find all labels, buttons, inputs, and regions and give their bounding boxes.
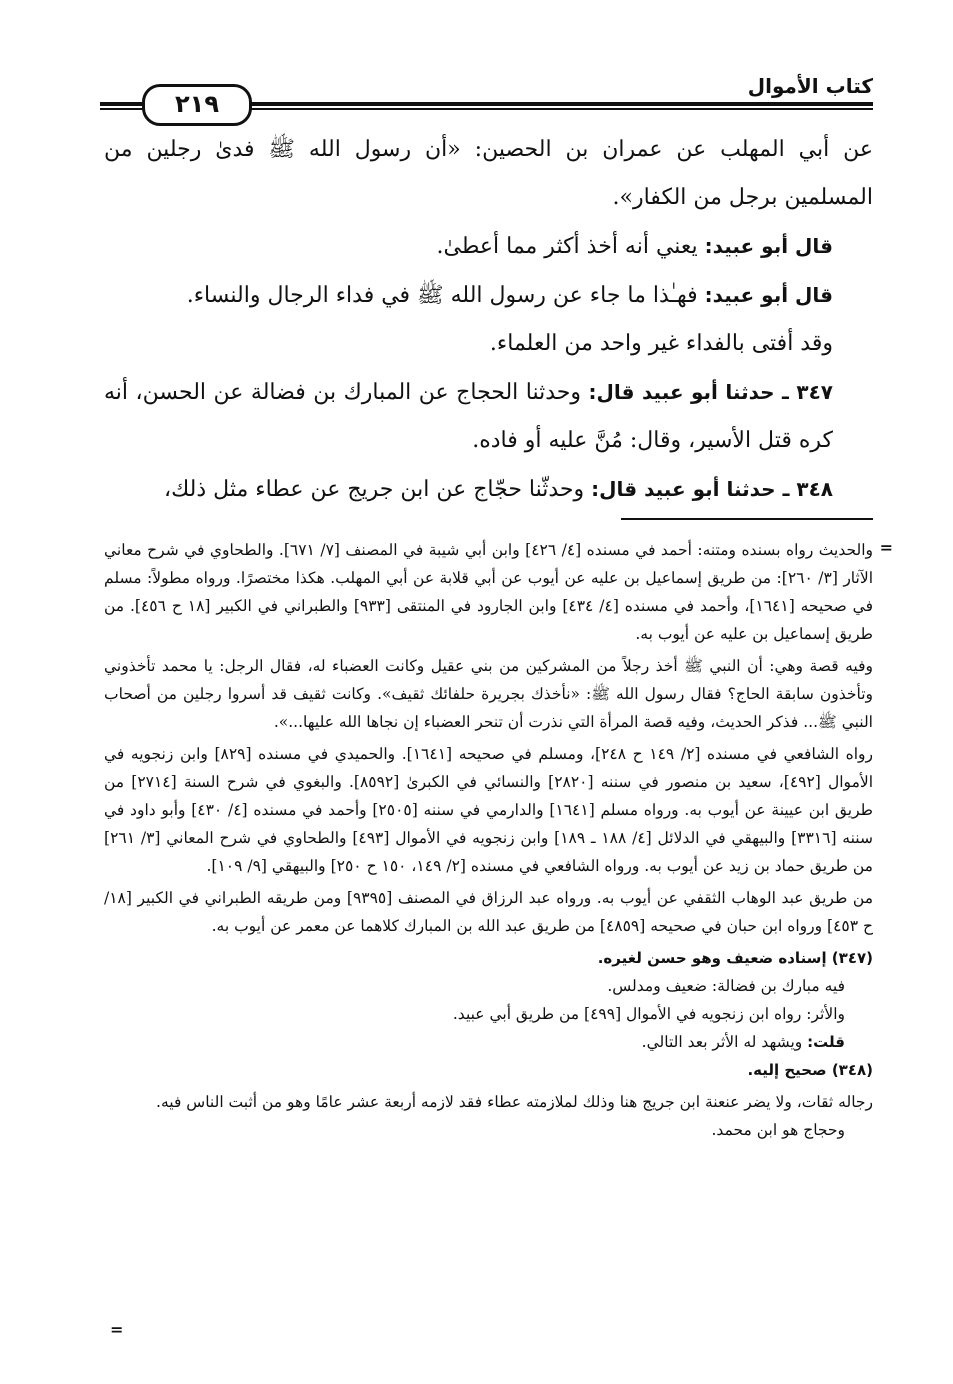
paragraph-text: وحدثنا الحجاج عن المبارك بن فضالة عن الحسن، أنه كره قتل الأسير، وقال: مُنَّ عليه أو فاده. [104, 380, 833, 453]
footnote-heading-348: (٣٤٨) صحيح إليه. [747, 1061, 873, 1079]
hadith-number-label: ٣٤٨ ـ حدثنا أبو عبيد قال: [591, 477, 833, 501]
page-number: ٢١٩ [142, 84, 252, 126]
main-paragraph-1: عن أبي المهلب عن عمران بن الحصين: «أن رسول الله ﷺ فدىٰ رجلين من المسلمين برجل من الكفار». [104, 137, 873, 210]
main-paragraph-4: وقد أفتى بالفداء غير واحد من العلماء. [489, 331, 833, 356]
footnote-paragraph: والحديث رواه بسنده ومتنه: أحمد في مسنده [٤/ ٤٢٦] وابن أبي شيبة في المصنف [٧/ ٦٧١]. والطحاوي في شرح معاني الآثار [٣/ ٢٦٠]: من طريق إسماعيل بن عليه عن أيوب عن أبي قلابة عن أبي المهلب. هكذا مختصرًا. ورواه مطولاً: مسلم في صحيحه [١٦٤١]، وأحمد في مسنده [٤/ ٤٣٤] وابن الجارود في المنتقى [٩٣٣] والطبراني في الكبير [١٨ ح ٤٥٦]. من طريق إسماعيل بن عليه عن أيوب به. [104, 541, 874, 643]
book-title: كتاب الأموال [747, 74, 873, 98]
footnote-paragraph: فيه مبارك بن فضالة: ضعيف ومدلس. [607, 977, 845, 995]
page-header [100, 66, 873, 126]
footnote-paragraph: رواه الشافعي في مسنده [٢/ ١٤٩ ح ٢٤٨]، ومسلم في صحيحه [١٦٤١]. والحميدي في مسنده [٨٢٩] وابن زنجويه في الأموال [٤٩٢]، سعيد بن منصور في سننه [٢٨٢٠] والنسائي في الكبرىٰ [٨٥٩٢]. والبغوي في شرح السنة [٢٧١٤] من طريق ابن عيينة عن أيوب به. ورواه مسلم [١٦٤١] والدارمي في سننه [٢٥٠٥] وأحمد في مسنده [٤/ ٤٣٠] وأبو داود في سننه [٣٣١٦] والبيهقي في الدلائل [٤/ ١٨٨ ـ ١٨٩] وابن زنجويه في الأموال [٤٩٣] والطحاوي في شرح المعاني [٣/ ٢٦١] من طريق حماد بن زيد عن أيوب به. ورواه الشافعي في مسنده [٢/ ١٤٩، ١٥٠ ح ٢٥٠] والبيهقي [٩/ ١٠٩]. [104, 745, 874, 875]
footnote-paragraph: قلت: ويشهد له الأثر بعد التالي. [641, 1033, 845, 1051]
hadith-348 [104, 465, 873, 514]
paragraph-text: فهـٰذا ما جاء عن رسول الله ﷺ في فداء الرجال والنساء. [186, 283, 705, 308]
footnotes [104, 536, 873, 1144]
footnote-paragraph: وحجاج هو ابن محمد. [711, 1121, 845, 1139]
footnote-paragraph: من طريق عبد الوهاب الثقفي عن أيوب به. ورواه عبد الرزاق في المصنف [٩٣٩٥] ومن طريقه الطبراني في الكبير [١٨/ ح ٤٥٣] ورواه ابن حبان في صحيحه [٤٨٥٩] من طريق عبد الله بن المبارك كلاهما عن معمر عن أيوب به. [104, 889, 874, 935]
continuation-mark: = [879, 538, 893, 557]
speaker-label: قال أبو عبيد: [704, 283, 833, 307]
main-paragraph-2 [104, 222, 873, 271]
main-paragraph-3 [104, 271, 873, 320]
paragraph-text: يعني أنه أخذ أكثر مما أعطىٰ. [436, 234, 705, 259]
footnote-paragraph: وفيه قصة وهي: أن النبي ﷺ أخذ رجلاً من المشركين من بني عقيل وكانت العضباء له، فقال الرجل: يا محمد تأخذوني وتأخذون سابقة الحاج؟ فقال رسول الله ﷺ: «نأخذك بجريرة حلفائك ثقيف». وكانت ثقيف قد أسروا رجلين من أصحاب النبي ﷺ... فذكر الحديث، وفيه قصة المرأة التي نذرت أن تنحر العضباء إن نجاها الله عليها...». [104, 657, 873, 731]
speaker-label: قال أبو عبيد: [704, 234, 833, 258]
footnote-heading-347: (٣٤٧) إسناده ضعيف وهو حسن لغيره. [597, 949, 873, 967]
hadith-number-label: ٣٤٧ ـ حدثنا أبو عبيد قال: [588, 380, 833, 404]
paragraph-text: وحدثّنا حجّاج عن ابن جريج عن عطاء مثل ذلك، [164, 477, 592, 502]
footnote-paragraph: رجاله ثقات، ولا يضر عنعنة ابن جريج هنا وذلك لملازمته عطاء فقد لازمه أربعة عشر عامًا وهو من أثبت الناس فيه. [156, 1093, 873, 1111]
main-text [104, 126, 873, 514]
footnote-paragraph: والأثر: رواه ابن زنجويه في الأموال [٤٩٩] من طريق أبي عبيد. [452, 1005, 845, 1023]
note-label: قلت: [807, 1033, 845, 1051]
footnote-separator [621, 518, 873, 520]
hadith-347 [104, 368, 873, 465]
end-continuation-mark: = [110, 1320, 124, 1339]
